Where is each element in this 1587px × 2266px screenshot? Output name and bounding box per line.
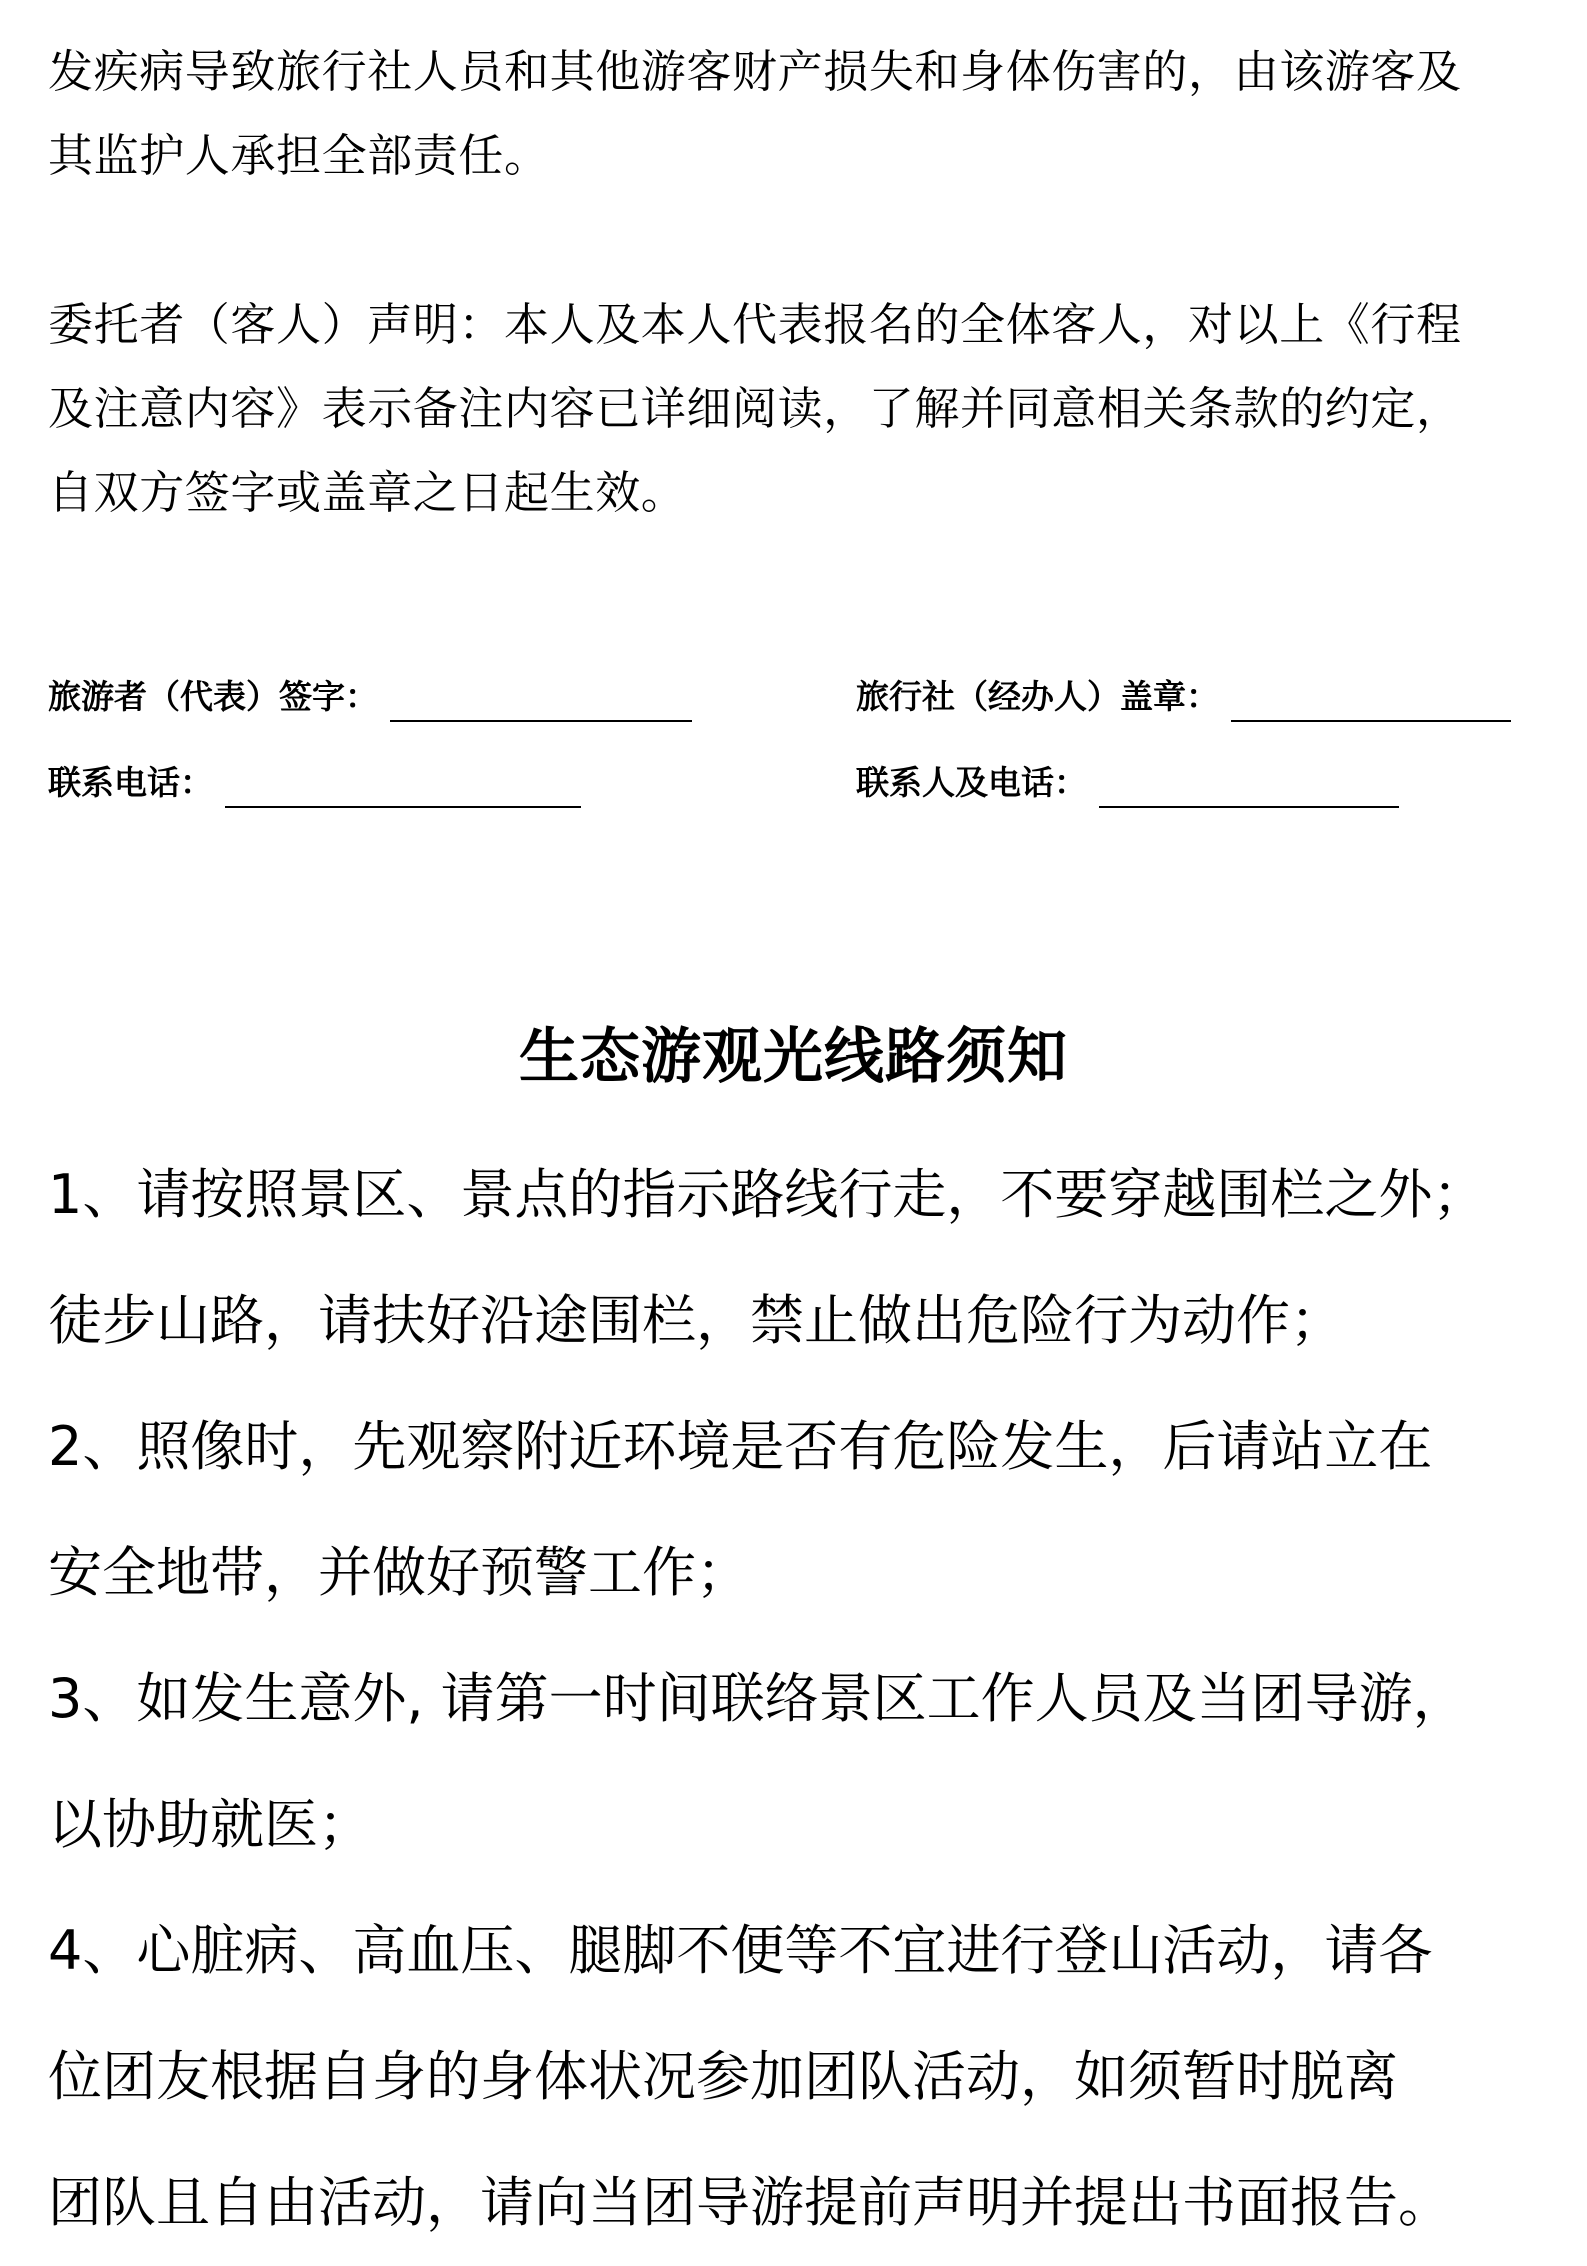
notice-line: 3、如发生意外, 请第一时间联络景区工作人员及当团导游， (48, 1667, 1467, 1730)
notice-line: 2、照像时，先观察附近环境是否有危险发生，后请站立在 (48, 1415, 1433, 1478)
declaration-paragraph (48, 283, 1548, 535)
notice-line: 徒步山路，请扶好沿途围栏，禁止做出危险行为动作； (48, 1289, 1344, 1352)
tourist-phone-field (48, 758, 581, 808)
notice-list (48, 1132, 1568, 2266)
paragraph-line: 委托者（客人）声明：本人及本人代表报名的全体客人，对以上《行程 (48, 298, 1462, 351)
paragraph-line: 自双方签字或盖章之日起生效。 (48, 466, 687, 519)
notice-line: 1、请按照景区、景点的指示路线行走，不要穿越围栏之外； (48, 1163, 1487, 1226)
paragraph-line: 及注意内容》表示备注内容已详细阅读，了解并同意相关条款的约定， (48, 382, 1462, 435)
agency-stamp-label: 旅行社（经办人）盖章： (856, 677, 1219, 716)
agency-contact-label: 联系人及电话： (856, 763, 1087, 802)
notice-line: 安全地带，并做好预警工作； (48, 1541, 750, 1604)
notice-line: 位团友根据自身的身体状况参加团队活动，如须暂时脱离 (48, 2045, 1398, 2108)
agency-contact-line[interactable] (1099, 772, 1399, 808)
notice-line: 4、心脏病、高血压、腿脚不便等不宜进行登山活动，请各 (48, 1919, 1433, 1982)
notice-title: 生态游观光线路须知 (519, 1022, 1068, 1092)
tourist-signature-line[interactable] (390, 686, 692, 722)
notice-line: 团队且自由活动，请向当团导游提前声明并提出书面报告。 (48, 2171, 1452, 2234)
agency-stamp-field (856, 672, 1511, 722)
tourist-signature-field (48, 672, 692, 722)
notice-line: 以协助就医； (48, 1793, 372, 1856)
liability-paragraph (48, 30, 1548, 198)
agency-stamp-line[interactable] (1231, 686, 1511, 722)
paragraph-line: 其监护人承担全部责任。 (48, 129, 550, 182)
tourist-sign-label: 旅游者（代表）签字： (48, 677, 378, 716)
paragraph-line: 发疾病导致旅行社人员和其他游客财产损失和身体伤害的，由该游客及 (48, 45, 1462, 98)
tourist-phone-line[interactable] (225, 772, 581, 808)
tourist-phone-label: 联系电话： (48, 763, 213, 802)
agency-contact-field (856, 758, 1399, 808)
